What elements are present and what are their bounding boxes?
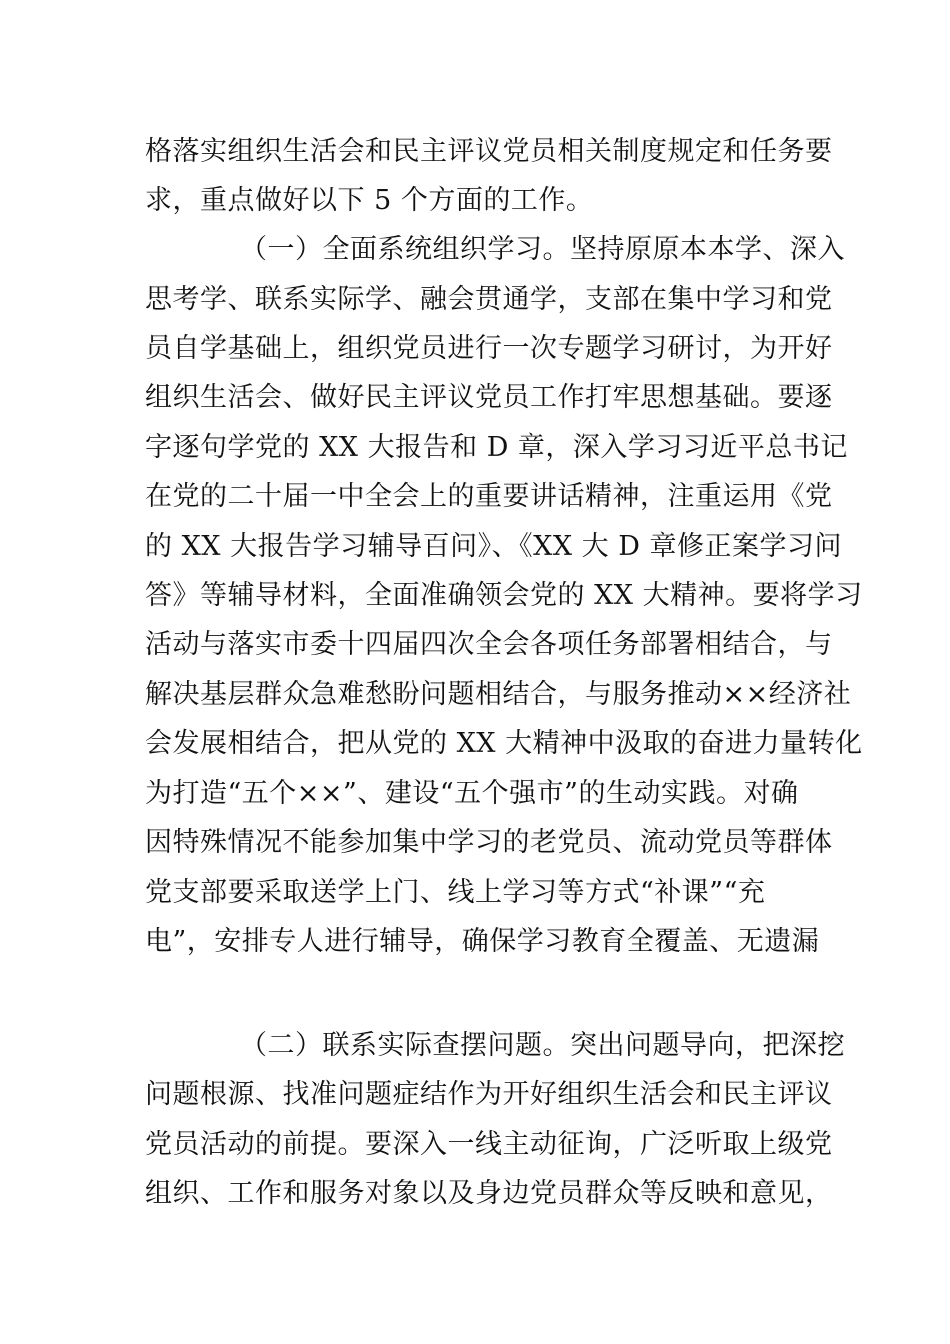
text-line: 的 XX 大报告学习辅导百问》、《XX 大 D 章修正案学习问 [145, 531, 842, 562]
text-line: 因特殊情况不能参加集中学习的老党员、流动党员等群体 [145, 827, 833, 858]
text-line: 问题根源、找准问题症结作为开好组织生活会和民主评议 [145, 1079, 833, 1110]
text-line: 会发展相结合，把从党的 XX 大精神中汲取的奋进力量转化 [145, 728, 863, 759]
text-line: 组织生活会、做好民主评议党员工作打牢思想基础。要逐 [145, 382, 833, 413]
text-line: 为打造“五个××”、建设“五个强市”的生动实践。对确 [145, 778, 799, 809]
section-heading-line: （一）全面系统组织学习。坚持原原本本学、深入 [240, 234, 845, 265]
text-line: 党员活动的前提。要深入一线主动征询，广泛听取上级党 [145, 1129, 833, 1160]
text-line: 员自学基础上，组织党员进行一次专题学习研讨，为开好 [145, 333, 833, 364]
text-line: 活动与落实市委十四届四次全会各项任务部署相结合，与 [145, 629, 833, 660]
text-line: 求，重点做好以下 5 个方面的工作。 [145, 185, 594, 216]
text-line: 党支部要采取送学上门、线上学习等方式“补课”“充 [145, 877, 766, 908]
text-line: 思考学、联系实际学、融会贯通学，支部在集中学习和党 [145, 284, 833, 315]
text-line: 字逐句学党的 XX 大报告和 D 章，深入学习习近平总书记 [145, 432, 848, 463]
text-line: 格落实组织生活会和民主评议党员相关制度规定和任务要 [145, 136, 833, 167]
text-line: 组织、工作和服务对象以及身边党员群众等反映和意见， [145, 1178, 833, 1209]
section-heading-line: （二）联系实际查摆问题。突出问题导向，把深挖 [240, 1030, 845, 1061]
text-line: 答》等辅导材料，全面准确领会党的 XX 大精神。要将学习 [145, 580, 863, 611]
text-line: 电”，安排专人进行辅导，确保学习教育全覆盖、无遗漏 [145, 926, 820, 957]
text-line: 在党的二十届一中全会上的重要讲话精神，注重运用《党 [145, 481, 833, 512]
text-line: 解决基层群众急难愁盼问题相结合，与服务推动××经济社 [145, 679, 852, 710]
